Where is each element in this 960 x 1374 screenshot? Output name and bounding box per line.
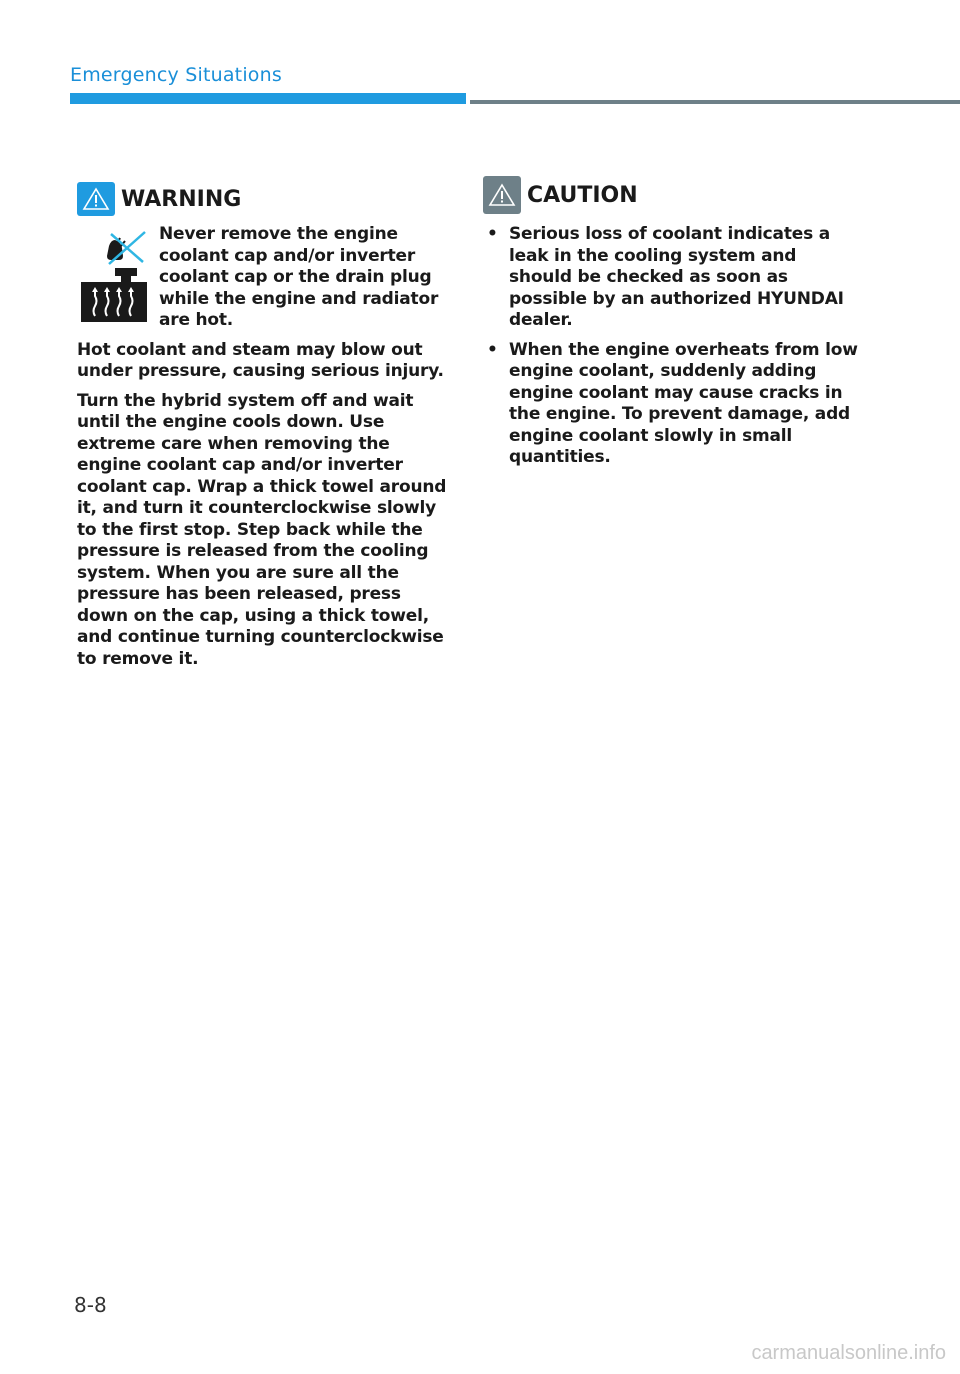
bullet-glyph: •: [487, 224, 498, 244]
header-rule: [470, 100, 960, 104]
warning-paragraph: Hot coolant and steam may blow out under pressure, causing serious injury.: [77, 339, 444, 381]
warning-paragraph: Turn the hybrid system off and wait until the engine cools down. Use extreme care when removing the engine coolant cap and/or inverter coolant cap. Wrap a thick towel around it, and turn it counterclockwise slowly to the first stop. Step back while the pressure is released from the cooling system. When you are sure all the pressure has been released, press down on the cap, using a thick towel, and continue turning counterclockwise to remove it.: [77, 390, 447, 669]
hot-radiator-no-touch-icon: [77, 230, 149, 324]
caution-heading-row: [483, 176, 858, 214]
caution-list: [483, 224, 858, 469]
header-rule-accent: [70, 93, 466, 104]
caution-triangle-icon: [483, 176, 521, 214]
warning-heading-row: [77, 180, 449, 218]
page-number: 8-8: [74, 1293, 107, 1317]
list-item: [483, 340, 858, 469]
bullet-glyph: •: [487, 339, 498, 360]
caution-heading: CAUTION: [527, 182, 638, 208]
caution-block: [483, 176, 858, 477]
warning-lead-text: Never remove the engine coolant cap and/or inverter coolant cap or the drain plug while the engine and radiator are hot.: [159, 224, 439, 330]
warning-heading: WARNING: [121, 186, 242, 212]
caution-item-text: Serious loss of coolant indicates a leak in the cooling system and should be checked as soon as possible by an authorized HYUNDAI dealer.: [509, 224, 844, 330]
list-item: [483, 224, 858, 332]
caution-item-text: When the engine overheats from low engine coolant, suddenly adding engine coolant may cause cracks in the engine. To prevent damage, add engine coolant slowly in small quantities.: [509, 339, 858, 467]
watermark: carmanualsonline.info: [751, 1342, 946, 1364]
section-title: Emergency Situations: [70, 64, 282, 86]
warning-block: [77, 180, 449, 670]
warning-triangle-icon: [77, 182, 115, 216]
